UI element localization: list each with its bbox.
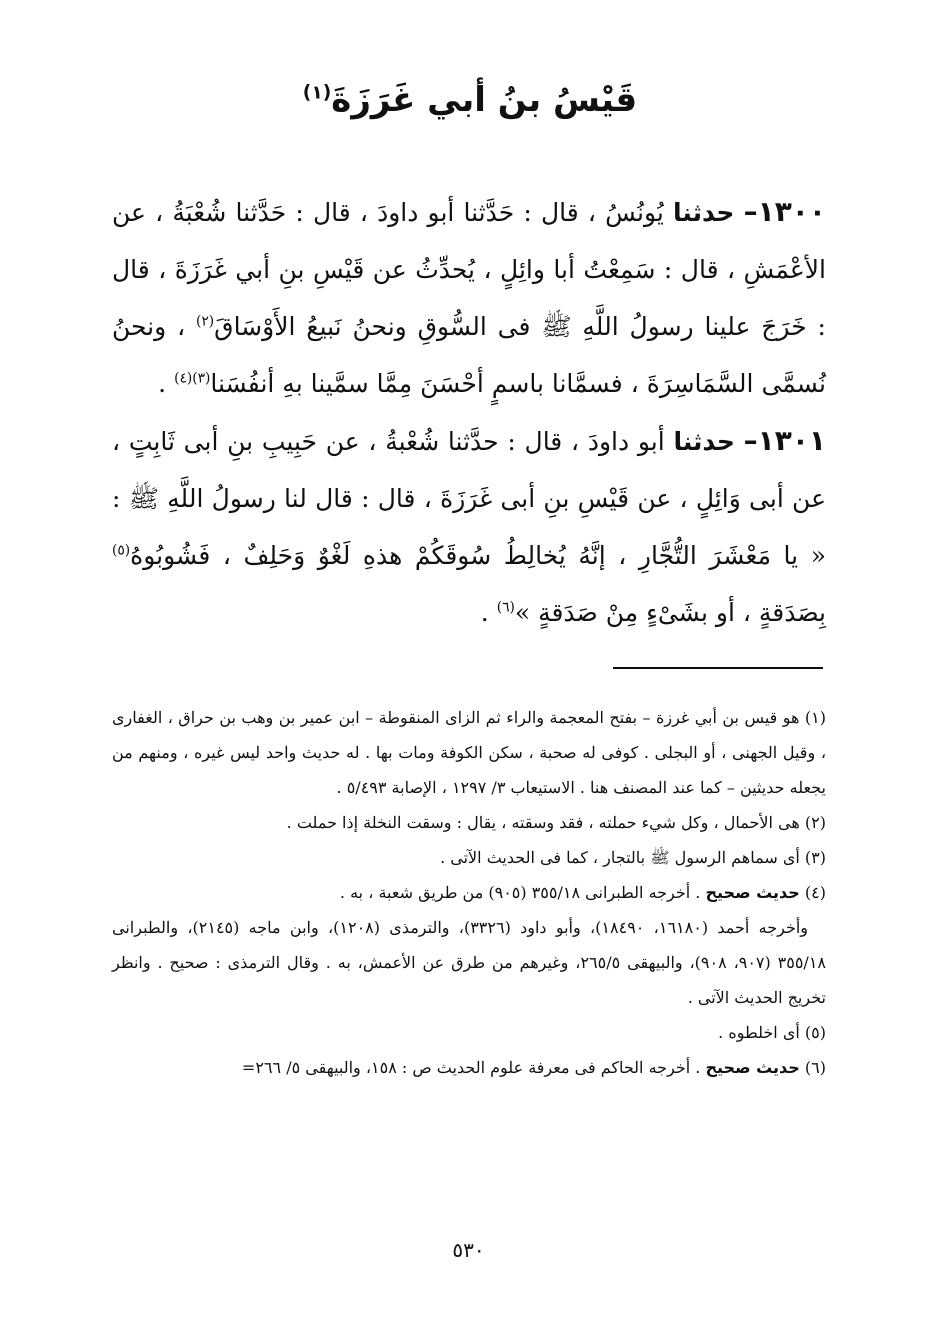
page-number: ٥٣٠ — [452, 1238, 485, 1262]
footnote-text: . أخرجه الحاكم فى معرفة علوم الحديث ص : ١٥٨، والبيهقى ٥/ ٢٦٦= — [241, 1058, 706, 1077]
footnote-text: وأخرجه أحمد (١٦١٨٠، ١٨٤٩٠)، وأبو داود (٣٣٢٦)، والترمذى (١٢٠٨)، وابن ماجه (٢١٤٥)، والطبرانى ٣٥٥/١٨ (٩٠٧، ٩٠٨)، والبيهقى ٢٦٥/٥، وغيرهم من طرق عن الأعمش، به . وقال الترمذى : صحيح . وانظر تخريج الحديث الآتى . — [112, 918, 826, 1007]
footnote-text: هو قيس بن أبي غرزة – بفتح المعجمة والراء ثم الزاى المنقوطة – ابن عمير بن وهب بن حراق ، الغفارى ، وقيل الجهنى ، أو البجلى . كوفى له صحبة ، سكن الكوفة ومات بها . له حديث واحد ليس غيره ، ومنهم من يجعله حديثين – كما عند المصنف هنا . الاستيعاب ٣/ ١٢٩٧ ، الإصابة ٥/٤٩٣ . — [112, 708, 826, 797]
footnote-text: هى الأحمال ، وكل شيء حملته ، فقد وسقته ، يقال : وسقت النخلة إذا حملت . — [286, 813, 800, 832]
footnote-label: (٥) — [804, 1023, 826, 1042]
footnote-text: أى سماهم الرسول ﷺ بالتجار ، كما فى الحديث الآتى . — [440, 848, 800, 867]
footnote-4 — [112, 875, 826, 910]
footnote-ref: (٥) — [112, 542, 131, 559]
footnotes — [112, 700, 826, 1085]
hadith-number: ١٣٠٠– — [743, 195, 826, 228]
footnote-text: . أخرجه الطبرانى ٣٥٥/١٨ (٩٠٥) من طريق شعبة ، به . — [339, 883, 706, 902]
chapter-title — [120, 72, 820, 128]
footnote-2 — [112, 805, 826, 840]
hadith-text: يُونُسُ ، قال : حَدَّثنا أبو داودَ ، قال : حَدَّثنا شُعْبَةُ ، عن الأعْمَشِ ، قال : سَمِعْتُ أبا وائِلٍ ، يُحدِّثُ عن قَيْسِ بنِ أبي غَرَزَةَ ، قال : خَرَجَ علينا رسولُ اللَّهِ ﷺ فى السُّوقِ ونحنُ نَبيعُ الأَوْسَاقَ — [112, 198, 826, 341]
hadith-end-mark: . — [480, 598, 497, 627]
hadith-text-continued: بِصَدَقةٍ ، أو بشَىْءٍ مِنْ صَدَقةٍ » — [514, 598, 826, 627]
hadith-end-mark: . — [158, 369, 175, 398]
footnote-grade: حديث صحيح — [705, 883, 800, 902]
footnote-4-continued — [112, 910, 826, 1015]
footnote-ref: (٦) — [496, 599, 515, 616]
footnote-label: (٣) — [804, 848, 826, 867]
chapter-title-text: قَيْسُ بنُ أبي غَرَزَةَ — [331, 80, 638, 120]
hadith-1301 — [112, 412, 826, 641]
footnote-label: (٤) — [804, 883, 826, 902]
title-footnote-ref: (١) — [302, 82, 332, 104]
footnote-5 — [112, 1015, 826, 1050]
footnote-grade: حديث صحيح — [705, 1058, 800, 1077]
footnote-label: (٦) — [804, 1058, 826, 1077]
hadith-text: أبو داودَ ، قال : حدَّثنا شُعْبةُ ، عن حَبِيبِ بنِ أبى ثَابِتٍ ، عن أبى وَائِلٍ ، عن قَيْسِ بنِ أبى غَرَزَةَ ، قال : قال لنا رسولُ اللَّهِ ﷺ : « يا مَعْشَرَ التُّجَّارِ ، إنَّهُ يُخالِطُ سُوقَكُمْ هذهِ لَغْوٌ وَحَلِفٌ ، فَشُوبُوهُ — [112, 427, 826, 570]
footnote-label: (٢) — [804, 813, 826, 832]
footnote-1 — [112, 700, 826, 805]
hadith-number: ١٣٠١– — [743, 424, 826, 457]
hadith-text-continued: ، ونحنُ نُسمَّى السَّمَاسِرَةَ ، فسمَّانا باسمٍ أحْسَنَ مِمَّا سمَّينا بهِ أنفُسَنا — [112, 312, 826, 398]
hadith-lead-word: حدثنا — [673, 427, 735, 456]
footnote-3 — [112, 840, 826, 875]
footnote-ref: (٣)(٤) — [174, 370, 211, 387]
footnote-label: (١) — [804, 708, 827, 727]
footnote-6 — [112, 1050, 826, 1085]
hadith-1300 — [112, 183, 826, 412]
footnote-ref: (٢) — [196, 313, 215, 330]
footnote-text: أى اخلطوه . — [718, 1023, 800, 1042]
hadith-lead-word: حدثنا — [673, 198, 735, 227]
footnote-divider — [613, 667, 823, 669]
